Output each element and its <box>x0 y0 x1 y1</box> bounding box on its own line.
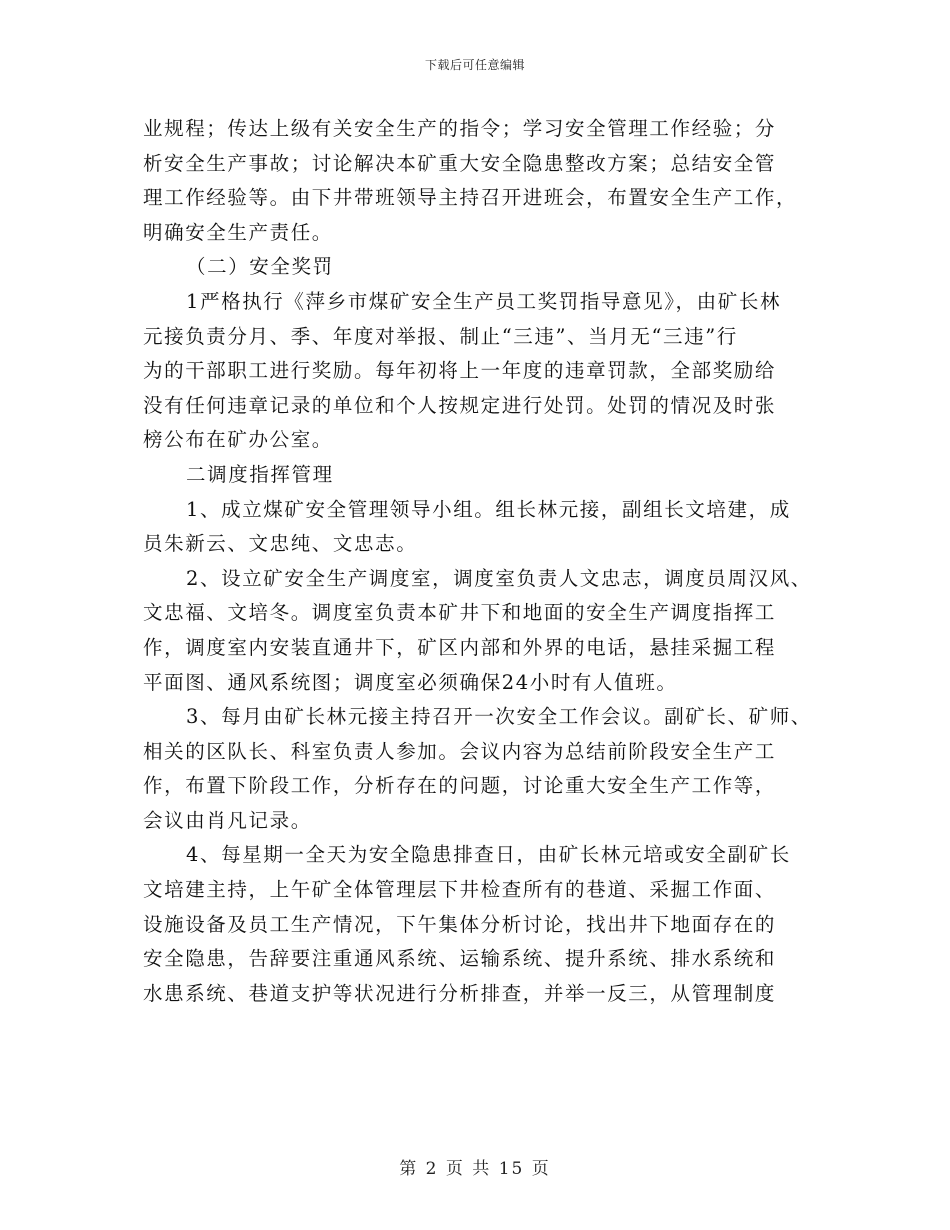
body-line: 作，调度室内安装直通井下，矿区内部和外界的电话，悬挂采掘工程 <box>143 635 777 659</box>
body-line: 2、设立矿安全生产调度室，调度室负责人文忠志，调度员周汉风、 <box>186 566 812 590</box>
body-line: 会议由肖凡记录。 <box>143 808 312 832</box>
body-line: 为的干部职工进行奖励。每年初将上一年度的违章罚款，全部奖励给 <box>143 359 777 383</box>
body-line: 设施设备及员工生产情况，下午集体分析讨论，找出井下地面存在的 <box>143 912 777 936</box>
body-line: 3、每月由矿长林元接主持召开一次安全工作会议。副矿长、矿师、 <box>186 705 812 729</box>
body-line: 1、成立煤矿安全管理领导小组。组长林元接，副组长文培建，成 <box>186 497 791 521</box>
body-line: 文培建主持，上午矿全体管理层下井检查所有的巷道、采掘工作面、 <box>143 878 777 902</box>
body-line: 作，布置下阶段工作，分析存在的问题，讨论重大安全生产工作等， <box>143 774 777 798</box>
body-line: 析安全生产事故；讨论解决本矿重大安全隐患整改方案；总结安全管 <box>143 151 777 175</box>
body-line: 理工作经验等。由下井带班领导主持召开进班会，布置安全生产工作， <box>143 186 798 210</box>
body-line: 没有任何违章记录的单位和个人按规定进行处罚。处罚的情况及时张 <box>143 393 777 417</box>
body-line: 水患系统、巷道支护等状况进行分析排查，并举一反三，从管理制度 <box>143 981 777 1005</box>
body-line: 4、每星期一全天为安全隐患排查日，由矿长林元培或安全副矿长 <box>186 843 791 867</box>
body-line: 文忠福、文培冬。调度室负责本矿井下和地面的安全生产调度指挥工 <box>143 601 777 625</box>
body-line: 1严格执行《萍乡市煤矿安全生产员工奖罚指导意见》，由矿长林 <box>186 289 782 313</box>
body-line: 相关的区队长、科室负责人参加。会议内容为总结前阶段安全生产工 <box>143 739 777 763</box>
document-body <box>143 112 823 1011</box>
body-line: 榜公布在矿办公室。 <box>143 428 333 452</box>
body-line: 元接负责分月、季、年度对举报、制止“三违”、当月无“三违”行 <box>143 324 738 348</box>
page-number: 第 2 页 共 15 页 <box>399 1159 551 1179</box>
section-heading: （二）安全奖罚 <box>186 255 334 279</box>
body-line: 平面图、通风系统图；调度室必须确保24小时有人值班。 <box>143 670 678 694</box>
body-line: 安全隐患，告辞要注重通风系统、运输系统、提升系统、排水系统和 <box>143 947 777 971</box>
page-header: 下载后可任意编辑 <box>424 58 525 72</box>
body-line: 明确安全生产责任。 <box>143 220 333 244</box>
body-line: 业规程；传达上级有关安全生产的指令；学习安全管理工作经验；分 <box>143 117 777 140</box>
section-heading: 二调度指挥管理 <box>186 462 334 486</box>
body-line: 员朱新云、文忠纯、文忠志。 <box>143 532 418 556</box>
